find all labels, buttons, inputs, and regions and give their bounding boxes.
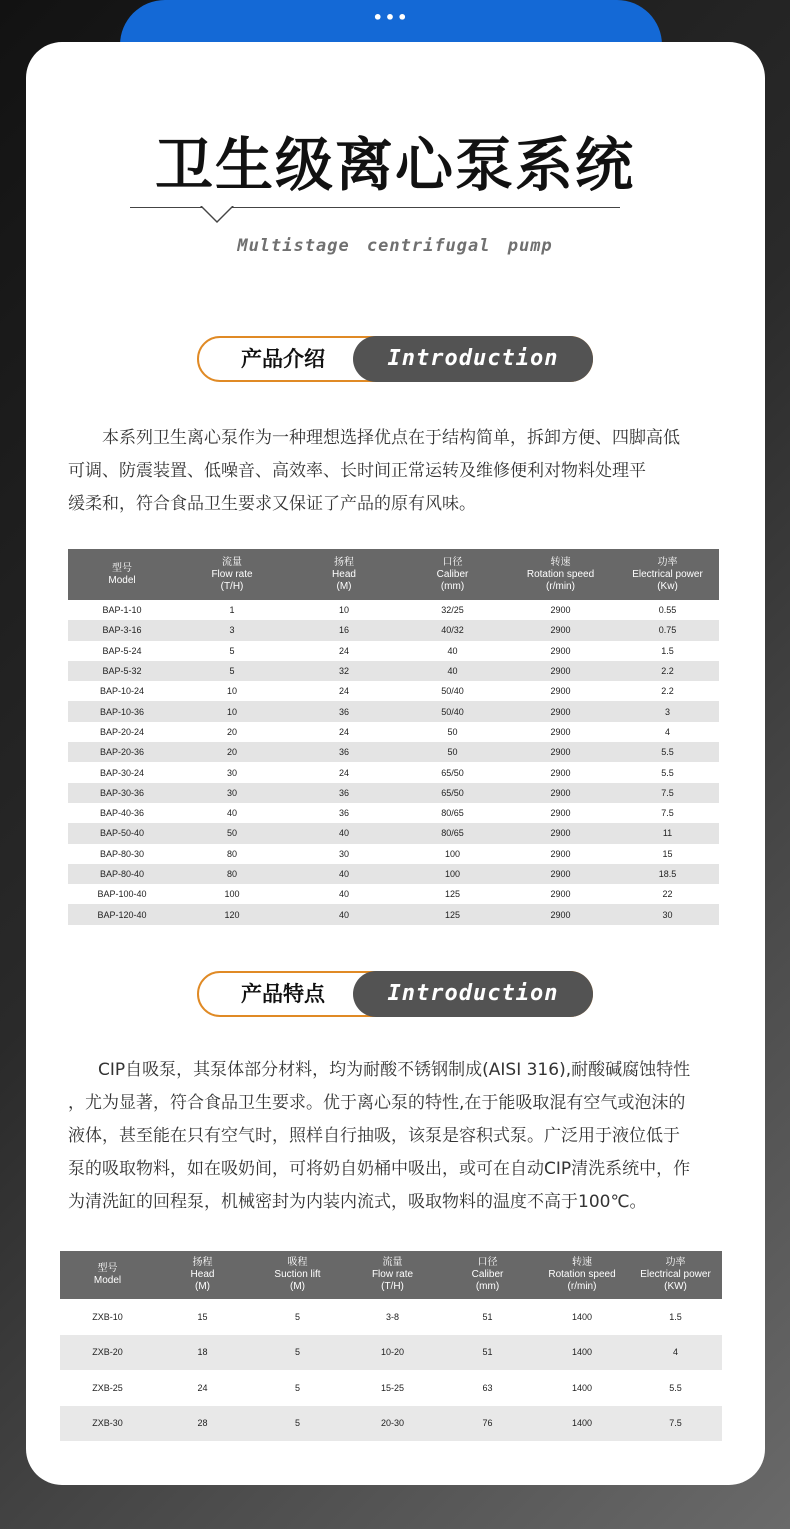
table-cell: 2900 xyxy=(505,701,616,721)
table-cell: 24 xyxy=(197,1382,208,1393)
intro-paragraph xyxy=(68,422,723,521)
column-header xyxy=(60,1251,155,1299)
table-cell: 30 xyxy=(338,848,349,859)
table-header-row xyxy=(60,1251,722,1299)
table-cell: BAP-3-16 xyxy=(68,620,176,640)
table-cell: BAP-20-24 xyxy=(99,726,145,737)
table-cell: 20 xyxy=(226,726,237,737)
header-unit: (r/min) xyxy=(546,580,575,592)
table-cell: 28 xyxy=(155,1406,250,1442)
header-unit: (mm) xyxy=(475,1281,500,1292)
table-row xyxy=(68,701,719,721)
table-cell: 5 xyxy=(229,645,235,656)
table-cell: 40 xyxy=(288,864,400,884)
header-en: Electrical power xyxy=(640,1269,711,1280)
header-cn: 口径 xyxy=(442,556,463,568)
header-unit: (T/H) xyxy=(220,580,244,592)
column-header xyxy=(288,549,400,600)
header-cn: 流量 xyxy=(382,1257,403,1268)
table-cell: 2900 xyxy=(505,742,616,762)
bap-spec-table xyxy=(68,549,719,925)
table-cell: 100 xyxy=(444,848,461,859)
column-header xyxy=(345,1251,440,1299)
table-cell: 10 xyxy=(176,701,288,721)
section-header-intro xyxy=(197,336,593,382)
header-cn: 口径 xyxy=(477,1257,498,1268)
table-cell: 1400 xyxy=(535,1406,629,1442)
header-cn: 扬程 xyxy=(334,556,354,568)
table-cell: 1 xyxy=(229,605,235,616)
header-unit: (M) xyxy=(290,1281,305,1292)
table-cell: 2900 xyxy=(505,904,616,924)
header-en: Model xyxy=(108,574,136,586)
table-cell: 22 xyxy=(662,889,673,900)
header-cn: 功率 xyxy=(665,1257,686,1268)
table-cell: 125 xyxy=(444,889,461,900)
table-row xyxy=(60,1335,722,1371)
column-header xyxy=(155,1251,250,1299)
table-cell: 36 xyxy=(288,742,400,762)
table-cell: 120 xyxy=(176,904,288,924)
table-cell: BAP-30-24 xyxy=(99,767,145,778)
table-cell: 30 xyxy=(616,904,719,924)
section-label-cn: 产品介绍 xyxy=(241,347,325,371)
table-cell: 2.2 xyxy=(661,686,674,697)
header-cn: 转速 xyxy=(572,1257,592,1268)
header-cn: 功率 xyxy=(657,556,678,568)
table-row xyxy=(68,783,719,803)
table-cell: 1.5 xyxy=(661,645,674,656)
table-cell: ZXB-10 xyxy=(92,1311,123,1322)
table-cell: 36 xyxy=(338,808,349,819)
table-cell: 65/50 xyxy=(441,767,464,778)
table-row xyxy=(60,1299,722,1335)
table-cell: 2900 xyxy=(550,726,571,737)
table-cell: 15 xyxy=(662,848,673,859)
table-cell: 1400 xyxy=(571,1311,593,1322)
table-cell: BAP-1-10 xyxy=(102,605,142,616)
table-cell: BAP-5-24 xyxy=(102,645,142,656)
paragraph-line: 为清洗缸的回程泵，机械密封为内装内流式，吸取物料的温度不高于100℃。 xyxy=(68,1192,647,1212)
table-cell: 18 xyxy=(155,1335,250,1371)
table-cell: 2900 xyxy=(550,686,571,697)
table-cell: 5 xyxy=(294,1311,300,1322)
table-cell: 24 xyxy=(338,645,349,656)
table-cell: 51 xyxy=(440,1335,535,1371)
table-cell: 40 xyxy=(288,904,400,924)
table-cell: 51 xyxy=(482,1311,493,1322)
header-en: Head xyxy=(332,568,356,580)
table-cell: 2900 xyxy=(505,620,616,640)
table-row xyxy=(68,762,719,782)
table-cell: 125 xyxy=(400,904,505,924)
table-cell: 100 xyxy=(224,889,240,900)
table-cell: 36 xyxy=(288,701,400,721)
table-cell: 65/50 xyxy=(400,783,505,803)
table-cell: 50 xyxy=(176,823,288,843)
section-label-en: Introduction xyxy=(353,336,593,382)
header-cn: 扬程 xyxy=(192,1257,213,1268)
table-row xyxy=(68,681,719,701)
divider-notch-fill xyxy=(202,206,232,221)
table-cell: 5 xyxy=(294,1382,300,1393)
table-cell: 16 xyxy=(288,620,400,640)
column-header xyxy=(68,549,176,600)
header-cn: 型号 xyxy=(112,562,132,574)
header-unit: (M) xyxy=(195,1281,210,1292)
table-cell: 7.5 xyxy=(616,783,719,803)
table-row xyxy=(68,864,719,884)
table-cell: 24 xyxy=(338,686,349,697)
header-unit: (mm) xyxy=(440,580,465,592)
table-row xyxy=(68,823,719,843)
table-cell: 50/40 xyxy=(441,686,464,697)
table-cell: 10 xyxy=(338,605,349,616)
table-cell: 3 xyxy=(176,620,288,640)
header-en: Suction lift xyxy=(274,1269,321,1280)
header-unit: (T/H) xyxy=(381,1281,404,1292)
table-cell: ZXB-25 xyxy=(92,1382,123,1393)
table-cell: 40 xyxy=(226,808,237,819)
table-cell: 3 xyxy=(616,701,719,721)
table-cell: 15 xyxy=(197,1311,208,1322)
table-cell: 5 xyxy=(250,1406,345,1442)
table-cell: 0.55 xyxy=(658,605,677,616)
header-en: Rotation speed xyxy=(548,1269,616,1280)
table-cell: 36 xyxy=(288,783,400,803)
table-cell: 5 xyxy=(250,1335,345,1371)
column-header xyxy=(535,1251,629,1299)
header-en: Electrical power xyxy=(632,568,703,580)
table-cell: 30 xyxy=(226,767,237,778)
header-unit: (KW) xyxy=(664,1281,687,1292)
table-cell: 24 xyxy=(338,767,349,778)
table-row xyxy=(68,722,719,742)
table-cell: 80 xyxy=(176,864,288,884)
table-row xyxy=(68,904,719,924)
table-cell: 80 xyxy=(226,848,237,859)
table-cell: 24 xyxy=(338,726,349,737)
header-cn: 吸程 xyxy=(287,1257,308,1268)
table-cell: 1400 xyxy=(571,1382,593,1393)
paragraph-line: CIP自吸泵，其泵体部分材料，均为耐酸不锈钢制成(AISI 316),耐酸碱腐蚀特性 xyxy=(98,1060,691,1080)
column-header xyxy=(616,549,719,600)
table-row xyxy=(60,1370,722,1406)
table-cell: 1400 xyxy=(535,1335,629,1371)
column-header xyxy=(400,549,505,600)
column-header xyxy=(440,1251,535,1299)
table-row xyxy=(68,884,719,904)
header-cn: 流量 xyxy=(222,556,242,568)
table-cell: 20-30 xyxy=(345,1406,440,1442)
table-cell: 2.2 xyxy=(616,661,719,681)
table-cell: 40 xyxy=(447,645,458,656)
header-en: Rotation speed xyxy=(526,568,595,580)
header-unit: (Kw) xyxy=(657,580,678,592)
table-cell: BAP-10-36 xyxy=(68,701,176,721)
table-row xyxy=(68,641,719,661)
table-cell: 15-25 xyxy=(380,1382,405,1393)
table-cell: 100 xyxy=(400,864,505,884)
table-header-row xyxy=(68,549,719,600)
paragraph-line: 本系列卫生离心泵作为一种理想选择优点在于结构简单，拆卸方便、四脚高低 xyxy=(102,428,680,448)
table-cell: BAP-120-40 xyxy=(68,904,176,924)
table-cell: BAP-10-24 xyxy=(99,686,145,697)
table-cell: 7.5 xyxy=(629,1406,722,1442)
table-cell: 63 xyxy=(482,1382,493,1393)
zxb-spec-table xyxy=(60,1251,722,1441)
header-cn: 型号 xyxy=(97,1263,118,1274)
table-cell: BAP-50-40 xyxy=(68,823,176,843)
table-cell: 2900 xyxy=(550,848,571,859)
table-cell: 2900 xyxy=(505,864,616,884)
more-dots-icon: ••• xyxy=(372,8,410,27)
table-cell: BAP-80-30 xyxy=(99,848,145,859)
header-en: Head xyxy=(190,1269,215,1280)
column-header xyxy=(505,549,616,600)
paragraph-line: 泵的吸取物料，如在吸奶间，可将奶自奶桶中吸出，或可在自动CIP清洗系统中，作 xyxy=(68,1159,691,1179)
table-cell: 40/32 xyxy=(400,620,505,640)
column-header xyxy=(629,1251,722,1299)
table-cell: BAP-30-36 xyxy=(68,783,176,803)
table-cell: 40 xyxy=(288,823,400,843)
table-cell: 80/65 xyxy=(400,823,505,843)
features-paragraph xyxy=(68,1054,723,1219)
paragraph-line: ，尤为显著，符合食品卫生要求。优于离心泵的特性,在于能吸取混有空气或泡沫的 xyxy=(68,1093,686,1113)
table-row xyxy=(60,1406,722,1442)
table-cell: 5.5 xyxy=(616,742,719,762)
header-en: Model xyxy=(93,1275,122,1286)
paragraph-line: 缓柔和，符合食品卫生要求又保证了产品的原有风味。 xyxy=(68,494,476,514)
table-cell: BAP-5-32 xyxy=(68,661,176,681)
table-row xyxy=(68,661,719,681)
page-subtitle: Multistage centrifugal pump xyxy=(237,236,553,256)
table-cell: 80/65 xyxy=(441,808,464,819)
table-cell: ZXB-20 xyxy=(60,1335,155,1371)
table-cell: 2900 xyxy=(505,823,616,843)
table-row xyxy=(68,844,719,864)
table-cell: 76 xyxy=(440,1406,535,1442)
column-header xyxy=(250,1251,345,1299)
table-cell: 10-20 xyxy=(345,1335,440,1371)
table-cell: 30 xyxy=(176,783,288,803)
table-row xyxy=(68,620,719,640)
table-cell: 2900 xyxy=(505,661,616,681)
table-cell: 7.5 xyxy=(661,808,674,819)
table-cell: 4 xyxy=(629,1335,722,1371)
table-cell: 2900 xyxy=(505,783,616,803)
table-cell: 50 xyxy=(447,726,458,737)
paragraph-line: 可调、防震装置、低噪音、高效率、长时间正常运转及维修便利对物料处理平 xyxy=(68,461,646,481)
table-cell: 1.5 xyxy=(669,1311,682,1322)
header-unit: (r/min) xyxy=(567,1281,597,1292)
section-label-en: Introduction xyxy=(353,971,593,1017)
table-cell: 5 xyxy=(176,661,288,681)
table-cell: BAP-20-36 xyxy=(68,742,176,762)
table-cell: 2900 xyxy=(550,605,571,616)
table-cell: 18.5 xyxy=(616,864,719,884)
section-header-features xyxy=(197,971,593,1017)
table-cell: 40 xyxy=(338,889,349,900)
table-cell: 32 xyxy=(288,661,400,681)
column-header xyxy=(176,549,288,600)
header-unit: (M) xyxy=(336,580,352,592)
table-cell: 50/40 xyxy=(400,701,505,721)
table-cell: 2900 xyxy=(550,767,571,778)
table-cell: 5.5 xyxy=(661,767,674,778)
table-cell: BAP-100-40 xyxy=(97,889,147,900)
table-cell: 50 xyxy=(400,742,505,762)
table-cell: 5.5 xyxy=(669,1382,682,1393)
table-cell: 2900 xyxy=(550,889,571,900)
table-cell: ZXB-30 xyxy=(60,1406,155,1442)
table-cell: 11 xyxy=(616,823,719,843)
paragraph-line: 液体，甚至能在只有空气时，照样自行抽吸，该泵是容积式泵。广泛用于液位低于 xyxy=(68,1126,680,1146)
section-label-cn: 产品特点 xyxy=(241,982,325,1006)
table-cell: 2900 xyxy=(550,808,571,819)
table-cell: BAP-40-36 xyxy=(99,808,145,819)
table-cell: 10 xyxy=(226,686,237,697)
table-row xyxy=(68,742,719,762)
table-cell: 3-8 xyxy=(385,1311,399,1322)
header-en: Caliber xyxy=(471,1269,504,1280)
header-en: Flow rate xyxy=(211,568,253,580)
table-cell: 20 xyxy=(176,742,288,762)
table-cell: 4 xyxy=(664,726,670,737)
header-en: Caliber xyxy=(436,568,469,580)
table-row xyxy=(68,803,719,823)
table-row xyxy=(68,600,719,620)
header-cn: 转速 xyxy=(550,556,571,568)
table-cell: 32/25 xyxy=(441,605,464,616)
table-cell: 2900 xyxy=(550,645,571,656)
header-en: Flow rate xyxy=(371,1269,414,1280)
page-title: 卫生级离心泵系统 xyxy=(154,131,635,199)
table-cell: 0.75 xyxy=(616,620,719,640)
table-cell: 40 xyxy=(400,661,505,681)
table-cell: BAP-80-40 xyxy=(68,864,176,884)
